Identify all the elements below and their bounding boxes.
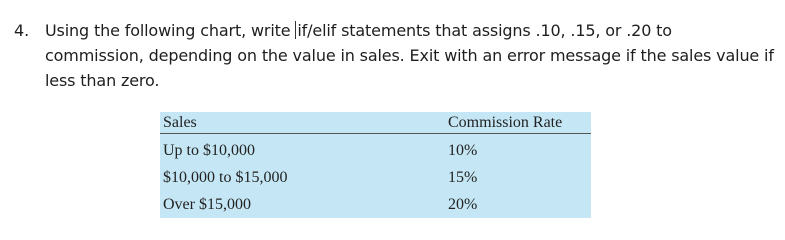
question-block bbox=[14, 18, 774, 93]
commission-rate-table bbox=[160, 112, 591, 218]
question-number: 4. bbox=[14, 21, 30, 40]
table-row bbox=[160, 164, 591, 191]
cell-sales: Up to $10,000 bbox=[163, 141, 255, 159]
cell-sales: $10,000 to $15,000 bbox=[163, 168, 288, 186]
cell-sales: Over $15,000 bbox=[163, 195, 251, 213]
question-text bbox=[45, 18, 774, 93]
question-text-rest: if/elif statements that assigns .10, .15, or .20 to commission, depending on the value in sales. Exit with an error message if the sales value if less than zero. bbox=[45, 21, 774, 90]
header-commission-rate: Commission Rate bbox=[446, 112, 591, 134]
header-sales: Sales bbox=[160, 112, 446, 134]
commission-table bbox=[160, 112, 591, 218]
table-row bbox=[160, 134, 591, 165]
question-text-start: Using the following chart, write bbox=[45, 21, 296, 40]
cell-rate: 15% bbox=[448, 168, 478, 186]
table-row bbox=[160, 191, 591, 218]
cell-rate: 10% bbox=[448, 141, 478, 159]
cell-rate: 20% bbox=[448, 195, 478, 213]
table-header-row bbox=[160, 112, 591, 134]
